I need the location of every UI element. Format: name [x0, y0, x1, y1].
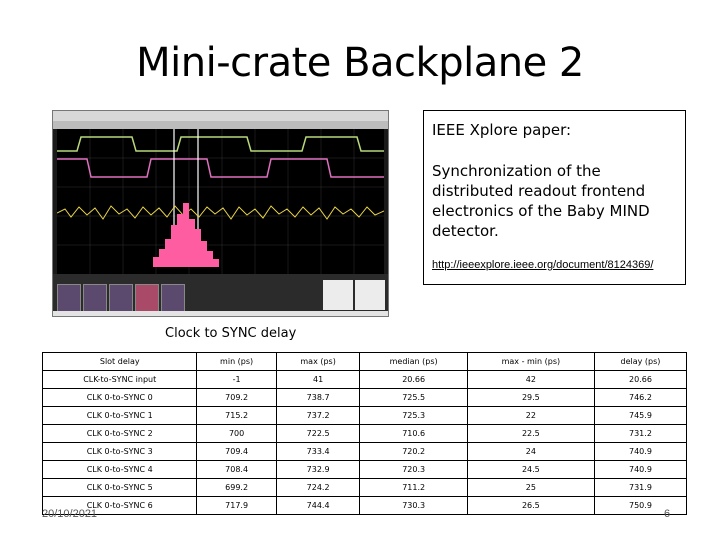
table-cell: 720.2 — [360, 443, 467, 461]
table-cell: 715.2 — [197, 407, 276, 425]
table-row — [43, 407, 687, 425]
scope-screen — [57, 129, 384, 274]
table-cell: 22 — [467, 407, 594, 425]
paper-reference-box — [423, 110, 686, 285]
table-cell: 722.5 — [276, 425, 360, 443]
table-row — [43, 425, 687, 443]
table-cell: 724.2 — [276, 479, 360, 497]
table-cell: 738.7 — [276, 389, 360, 407]
row-label: CLK 0-to-SYNC 5 — [43, 479, 197, 497]
scope-measurement-panel — [53, 274, 388, 316]
table-row — [43, 479, 687, 497]
column-header: delay (ps) — [594, 353, 686, 371]
row-label: CLK 0-to-SYNC 0 — [43, 389, 197, 407]
table-cell: 42 — [467, 371, 594, 389]
table-cell: 725.5 — [360, 389, 467, 407]
table-cell: 41 — [276, 371, 360, 389]
row-label: CLK 0-to-SYNC 2 — [43, 425, 197, 443]
row-label: CLK-to-SYNC input — [43, 371, 197, 389]
table-cell: -1 — [197, 371, 276, 389]
table-row — [43, 371, 687, 389]
slide-title: Mini-crate Backplane 2 — [136, 40, 584, 86]
column-header: max - min (ps) — [467, 353, 594, 371]
paper-heading: IEEE Xplore paper: — [432, 121, 572, 139]
table-row — [43, 497, 687, 515]
table-cell: 709.2 — [197, 389, 276, 407]
table-cell: 750.9 — [594, 497, 686, 515]
row-label: CLK 0-to-SYNC 4 — [43, 461, 197, 479]
table-cell: 744.4 — [276, 497, 360, 515]
table-cell: 720.3 — [360, 461, 467, 479]
table-cell: 709.4 — [197, 443, 276, 461]
scope-status-bar — [53, 311, 388, 316]
scope-traces — [57, 129, 384, 274]
table-cell: 25 — [467, 479, 594, 497]
table-cell: 745.9 — [594, 407, 686, 425]
scope-toolbar — [53, 121, 388, 129]
table-caption: Clock to SYNC delay — [165, 326, 297, 341]
table-cell: 732.9 — [276, 461, 360, 479]
table-cell: 29.5 — [467, 389, 594, 407]
column-header: max (ps) — [276, 353, 360, 371]
table-cell: 717.9 — [197, 497, 276, 515]
table-cell: 725.3 — [360, 407, 467, 425]
table-cell: 711.2 — [360, 479, 467, 497]
table-cell: 20.66 — [360, 371, 467, 389]
table-cell: 730.3 — [360, 497, 467, 515]
table-cell: 737.2 — [276, 407, 360, 425]
table-row — [43, 461, 687, 479]
yellow-noise-trace — [57, 206, 384, 219]
oscilloscope-screenshot — [52, 110, 389, 317]
pink-trace — [57, 159, 384, 177]
table-cell: 708.4 — [197, 461, 276, 479]
green-trace — [57, 137, 384, 151]
table-cell: 700 — [197, 425, 276, 443]
table-cell: 24.5 — [467, 461, 594, 479]
row-label: CLK 0-to-SYNC 3 — [43, 443, 197, 461]
table-cell: 710.6 — [360, 425, 467, 443]
column-header: min (ps) — [197, 353, 276, 371]
table-header-row — [43, 353, 687, 371]
column-header: median (ps) — [360, 353, 467, 371]
scope-menubar — [53, 111, 388, 121]
table-cell: 26.5 — [467, 497, 594, 515]
row-label: CLK 0-to-SYNC 1 — [43, 407, 197, 425]
table-cell: 740.9 — [594, 443, 686, 461]
table-cell: 699.2 — [197, 479, 276, 497]
table-row — [43, 389, 687, 407]
table-cell: 22.5 — [467, 425, 594, 443]
paper-title: Synchronization of the distributed readout frontend electronics of the Baby MIND detector. — [432, 162, 650, 240]
table-cell: 20.66 — [594, 371, 686, 389]
paper-link[interactable]: http://ieeexplore.ieee.org/document/8124369/ — [432, 259, 654, 271]
page-number: 6 — [664, 508, 671, 520]
table-cell: 740.9 — [594, 461, 686, 479]
table-cell: 731.2 — [594, 425, 686, 443]
table-cell: 24 — [467, 443, 594, 461]
row-label: CLK 0-to-SYNC 6 — [43, 497, 197, 515]
slide-date: 20/10/2021 — [42, 508, 98, 520]
delay-table — [42, 352, 687, 515]
table-cell: 746.2 — [594, 389, 686, 407]
table-cell: 731.9 — [594, 479, 686, 497]
table-cell: 733.4 — [276, 443, 360, 461]
table-row — [43, 443, 687, 461]
column-header: Slot delay — [43, 353, 197, 371]
